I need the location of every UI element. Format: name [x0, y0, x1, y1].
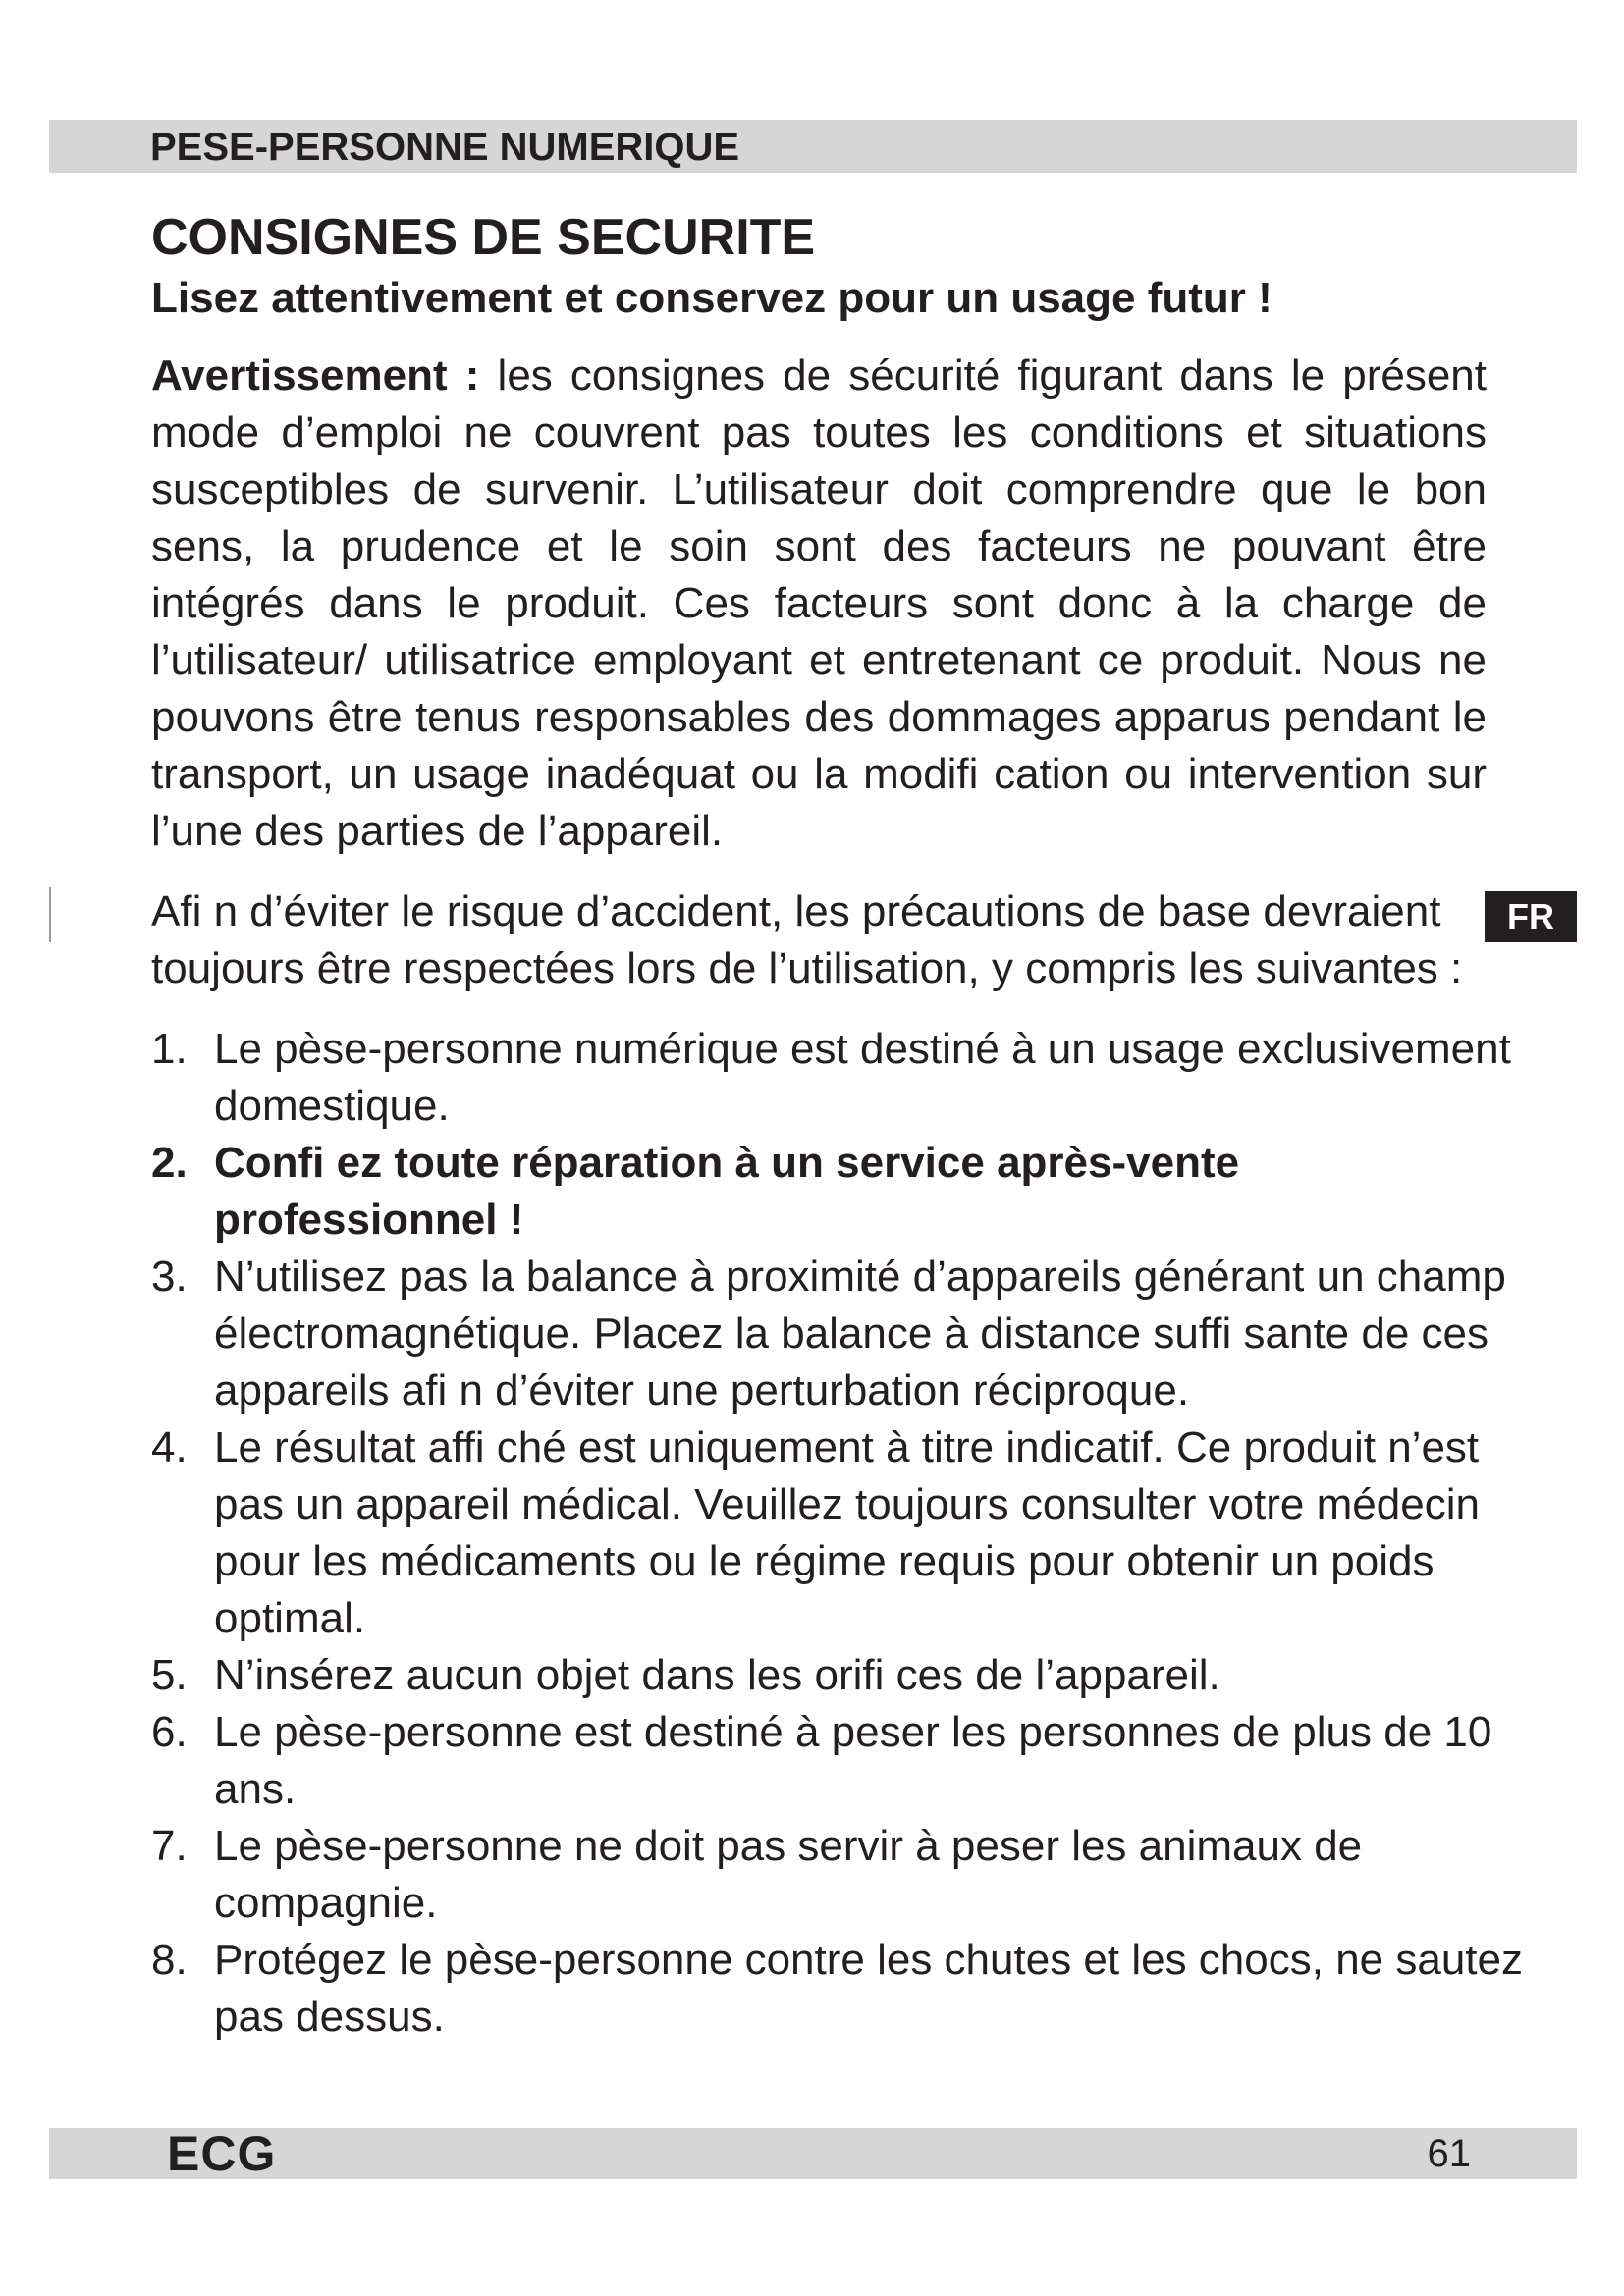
list-item	[151, 1135, 1526, 1249]
header-bar	[49, 120, 1577, 173]
safety-rules-list	[151, 1021, 1526, 2046]
list-item-number: 6.	[151, 1708, 188, 1756]
footer-bar	[49, 2128, 1577, 2179]
warning-text: les consignes de sécurité figurant dans le présent mode d’emploi ne couvrent pas toutes les conditions et situations susceptibles de survenir. L’utilisateur doit comprendre que le bon sens, la prudence et le soin sont des facteurs ne pouvant être intégrés dans le produit. Ces facteurs sont donc à la charge de l’utilisateur/ utilisatrice employant et entretenant ce produit. Nous ne pouvons être tenus responsables des dommages apparus pendant le transport, un usage inadéquat ou la modifi cation ou intervention sur l’une des parties de l’appareil.	[151, 351, 1487, 855]
section-subtitle: Lisez attentivement et conservez pour un usage futur !	[151, 274, 1272, 322]
list-item-text: Le pèse-personne ne doit pas servir à peser les animaux de compagnie.	[214, 1822, 1363, 1927]
list-item-text: Le pèse-personne numérique est destiné à un usage exclusivement domestique.	[214, 1025, 1511, 1130]
section-title: CONSIGNES DE SECURITE	[151, 209, 816, 266]
list-item-text: Le résultat affi ché est uniquement à titre indicatif. Ce produit n’est pas un appareil médical. Veuillez toujours consulter votre médecin pour les médicaments ou le régime requis pour obtenir un poids optimal.	[214, 1423, 1480, 1642]
main-content	[151, 206, 1526, 2046]
list-item	[151, 1021, 1526, 1135]
list-item-number: 3.	[151, 1253, 188, 1301]
list-item-number: 4.	[151, 1423, 188, 1471]
list-item-number: 2.	[151, 1139, 188, 1187]
page-edge-mark	[49, 887, 51, 942]
list-item-text: Confi ez toute réparation à un service après-vente professionnel !	[214, 1139, 1240, 1244]
list-item	[151, 1647, 1526, 1704]
list-item-number: 5.	[151, 1651, 188, 1699]
warning-paragraph	[151, 347, 1487, 860]
list-item	[151, 1704, 1526, 1818]
list-item	[151, 1419, 1526, 1647]
warning-label: Avertissement :	[151, 351, 480, 400]
list-item-text: N’utilisez pas la balance à proximité d’appareils générant un champ électromagnétique. Placez la balance à distance suffi sante de ces appareils afi n d’éviter une perturbation réciproque.	[214, 1253, 1506, 1415]
brand-logo: ECG	[167, 2126, 277, 2181]
list-item	[151, 1249, 1526, 1419]
header-title: PESE-PERSONNE NUMERIQUE	[150, 126, 740, 169]
list-item-number: 8.	[151, 1936, 188, 1984]
list-item-number: 7.	[151, 1822, 188, 1870]
list-item	[151, 1932, 1526, 2046]
intro-paragraph: Afi n d’éviter le risque d’accident, les précautions de base devraient toujours être respectées lors de l’utilisation, y compris les suivantes :	[151, 887, 1463, 992]
language-tab: FR	[1485, 891, 1577, 942]
list-item	[151, 1818, 1526, 1932]
list-item-text: Le pèse-personne est destiné à peser les personnes de plus de 10 ans.	[214, 1708, 1492, 1813]
list-item-text: N’insérez aucun objet dans les orifi ces de l’appareil.	[214, 1651, 1220, 1699]
list-item-number: 1.	[151, 1025, 188, 1073]
list-item-text: Protégez le pèse-personne contre les chutes et les chocs, ne sautez pas dessus.	[214, 1936, 1523, 2041]
page-number: 61	[1427, 2132, 1471, 2175]
